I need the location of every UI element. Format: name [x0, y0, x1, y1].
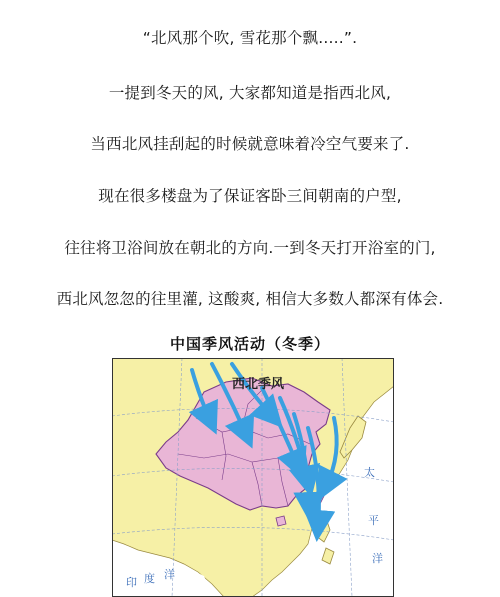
pacific-char-3: 洋 — [372, 552, 383, 565]
indian-char-2: 度 — [144, 572, 155, 585]
paragraph-line-6: 西北风忽忽的往里灌, 这酸爽, 相信大多数人都深有体会. — [56, 290, 444, 308]
paragraph-line-1: “北风那个吹, 雪花那个飘.....”. — [142, 29, 358, 47]
paragraph-line-5: 往往将卫浴间放在朝北的方向.一到冬天打开浴室的门, — [64, 239, 436, 257]
indian-char-1: 印 — [126, 576, 137, 589]
wind-label: 西北季风 — [232, 377, 285, 392]
hainan-island — [276, 516, 286, 526]
paragraph-line-2: 一提到冬天的风, 大家都知道是指西北风, — [108, 84, 392, 102]
pacific-char-1: 太 — [364, 466, 375, 479]
paragraph-line-4: 现在很多楼盘为了保证客卧三间朝南的户型, — [98, 187, 402, 205]
pacific-char-2: 平 — [368, 514, 379, 527]
map-title: 中国季风活动（冬季） — [169, 335, 330, 353]
monsoon-map — [112, 358, 394, 597]
monsoon-map-svg — [112, 358, 394, 597]
indian-char-3: 洋 — [164, 568, 175, 581]
paragraph-line-3: 当西北风挂刮起的时候就意味着冷空气要来了. — [90, 135, 410, 153]
